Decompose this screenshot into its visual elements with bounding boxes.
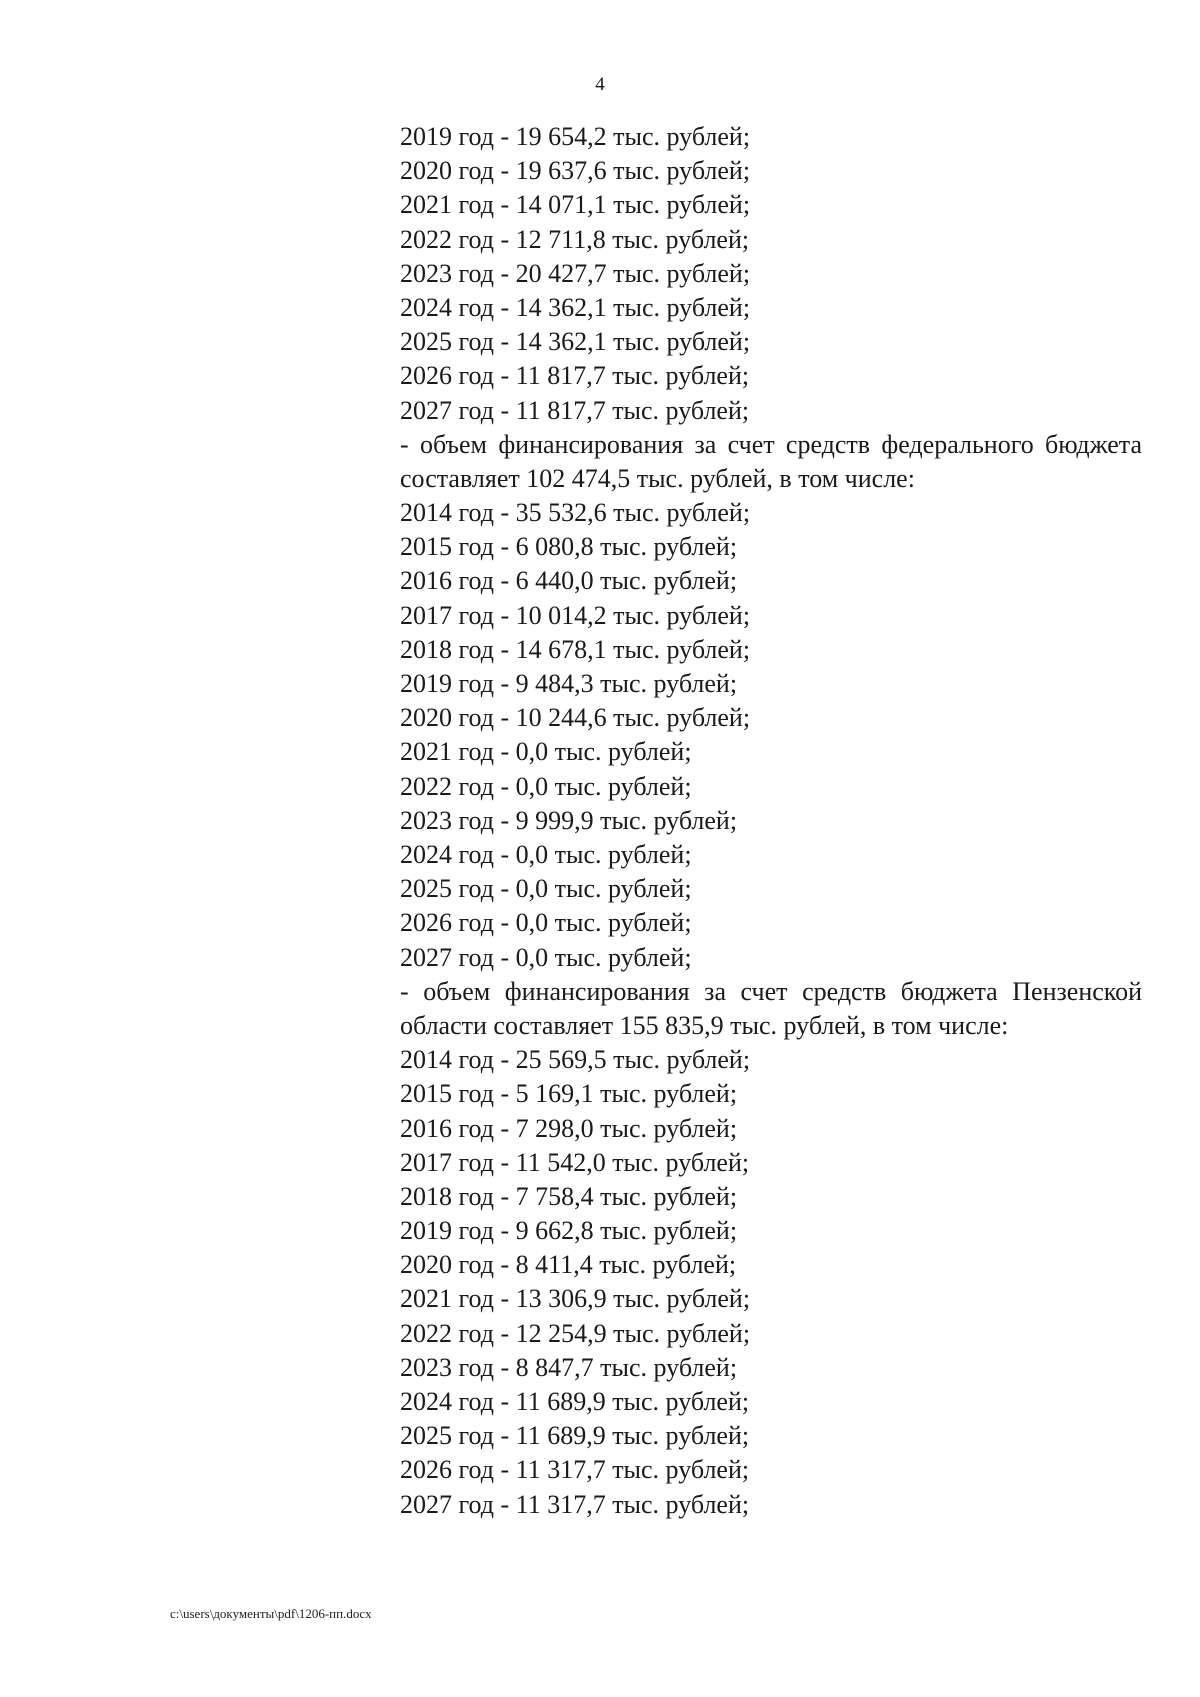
list-item: 2014 год - 35 532,6 тыс. рублей; <box>400 498 751 528</box>
list-item: 2020 год - 8 411,4 тыс. рублей; <box>400 1250 737 1280</box>
list-item: 2025 год - 11 689,9 тыс. рублей; <box>400 1421 750 1451</box>
list-item: 2026 год - 0,0 тыс. рублей; <box>400 908 692 938</box>
list-item: 2025 год - 14 362,1 тыс. рублей; <box>400 327 751 357</box>
document-body <box>400 120 1142 1522</box>
list-item: 2016 год - 7 298,0 тыс. рублей; <box>400 1113 738 1143</box>
regional-budget-heading: - объем финансирования за счет средств бюджета Пензенской области составляет 155 835,9 тыс. рублей, в том числе: <box>400 976 1142 1040</box>
list-item: 2027 год - 11 817,7 тыс. рублей; <box>400 395 750 425</box>
list-item: 2020 год - 19 637,6 тыс. рублей; <box>400 156 751 186</box>
list-item: 2023 год - 9 999,9 тыс. рублей; <box>400 805 738 835</box>
list-item: 2024 год - 11 689,9 тыс. рублей; <box>400 1387 750 1416</box>
list-item: 2022 год - 12 711,8 тыс. рублей; <box>400 224 750 254</box>
list-item: 2017 год - 11 542,0 тыс. рублей; <box>400 1147 750 1177</box>
list-item: 2022 год - 0,0 тыс. рублей; <box>400 771 692 801</box>
list-item: 2027 год - 11 317,7 тыс. рублей; <box>400 1489 750 1519</box>
list-item: 2027 год - 0,0 тыс. рублей; <box>400 942 692 972</box>
list-item: 2017 год - 10 014,2 тыс. рублей; <box>400 600 751 630</box>
list-item: 2018 год - 14 678,1 тыс. рублей; <box>400 634 751 664</box>
list-item: 2026 год - 11 317,7 тыс. рублей; <box>400 1455 750 1485</box>
federal-budget-heading: - объем финансирования за счет средств федерального бюджета составляет 102 474,5 тыс. рублей, в том числе: <box>400 429 1142 493</box>
list-item: 2015 год - 5 169,1 тыс. рублей; <box>400 1079 738 1109</box>
list-item: 2022 год - 12 254,9 тыс. рублей; <box>400 1318 751 1348</box>
list-item: 2016 год - 6 440,0 тыс. рублей; <box>400 566 738 596</box>
list-item: 2019 год - 19 654,2 тыс. рублей; <box>400 122 751 151</box>
list-item: 2019 год - 9 662,8 тыс. рублей; <box>400 1216 738 1246</box>
list-item: 2023 год - 20 427,7 тыс. рублей; <box>400 258 751 288</box>
list-item: 2023 год - 8 847,7 тыс. рублей; <box>400 1352 738 1382</box>
list-item: 2025 год - 0,0 тыс. рублей; <box>400 874 692 904</box>
list-item: 2026 год - 11 817,7 тыс. рублей; <box>400 361 750 391</box>
funding-list-regional <box>400 1043 1142 1522</box>
list-item: 2021 год - 0,0 тыс. рублей; <box>400 737 692 767</box>
list-item: 2021 год - 14 071,1 тыс. рублей; <box>400 190 751 220</box>
funding-list-total <box>400 120 1142 428</box>
list-item: 2024 год - 0,0 тыс. рублей; <box>400 839 692 869</box>
list-item: 2021 год - 13 306,9 тыс. рублей; <box>400 1284 751 1314</box>
list-item: 2020 год - 10 244,6 тыс. рублей; <box>400 703 751 733</box>
footer-file-path: c:\users\документы\pdf\1206-пп.docx <box>170 1606 372 1621</box>
page-number: 4 <box>595 74 605 95</box>
list-item: 2015 год - 6 080,8 тыс. рублей; <box>400 532 738 562</box>
list-item: 2019 год - 9 484,3 тыс. рублей; <box>400 669 738 699</box>
funding-list-federal <box>400 496 1142 975</box>
list-item: 2018 год - 7 758,4 тыс. рублей; <box>400 1181 738 1211</box>
list-item: 2014 год - 25 569,5 тыс. рублей; <box>400 1045 751 1075</box>
list-item: 2024 год - 14 362,1 тыс. рублей; <box>400 292 751 322</box>
